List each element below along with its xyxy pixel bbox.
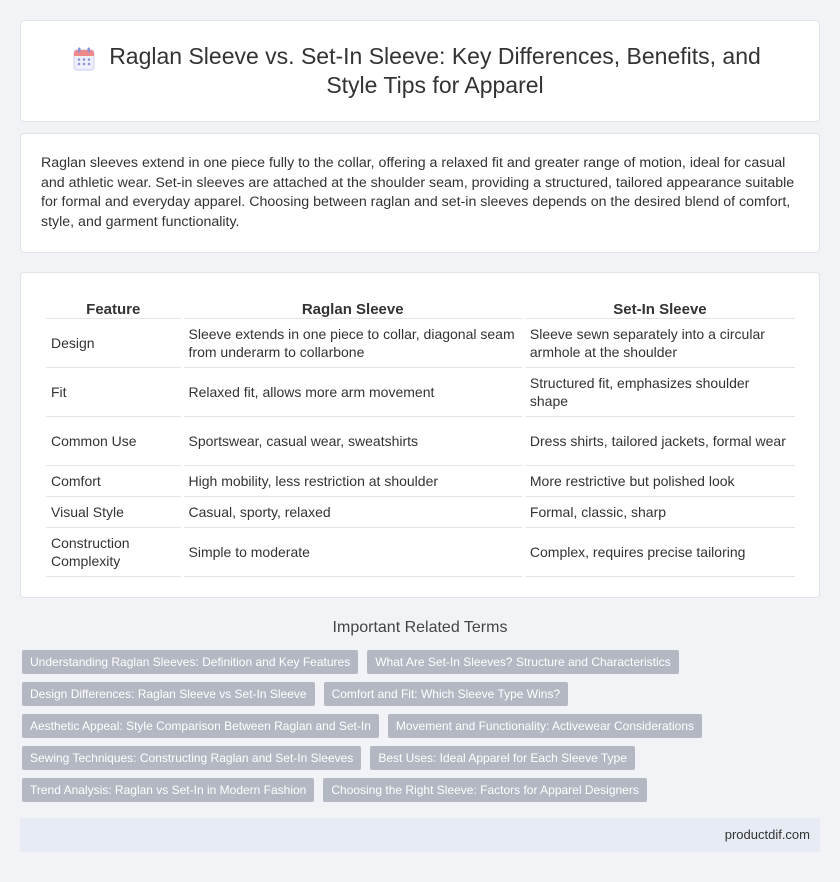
footer — [20, 818, 820, 852]
header-card — [20, 20, 820, 122]
related-term-link[interactable]: Trend Analysis: Raglan vs Set-In in Modern Fashion — [22, 778, 314, 802]
page-title: Raglan Sleeve vs. Set-In Sleeve: Key Differences, Benefits, and Style Tips for Apparel — [109, 43, 761, 98]
related-terms-title: Important Related Terms — [332, 619, 508, 636]
row-feature: Design — [46, 319, 181, 368]
row-setin: Dress shirts, tailored jackets, formal wear — [525, 417, 795, 466]
related-term-link[interactable]: Best Uses: Ideal Apparel for Each Sleeve Type — [370, 746, 635, 770]
table-row — [46, 417, 795, 466]
related-term-link[interactable]: Sewing Techniques: Constructing Raglan and Set-In Sleeves — [22, 746, 361, 770]
row-raglan: Sleeve extends in one piece to collar, diagonal seam from underarm to collarbone — [184, 319, 522, 368]
table-row — [46, 497, 795, 528]
site-name[interactable]: productdif.com — [724, 827, 810, 842]
header-raglan: Raglan Sleeve — [184, 295, 522, 319]
intro-paragraph: Raglan sleeves extend in one piece fully to the collar, offering a relaxed fit and greater range of motion, ideal for casual and athletic wear. Set-in sleeves are attached at the shoulder seam, providing a structured, tailored appearance suitable for formal and everyday apparel. Choosing between raglan and set-in sleeves depends on the desired blend of comfort, style, and garment functionality. — [41, 155, 795, 230]
row-feature: Fit — [46, 368, 181, 417]
related-terms-list — [22, 650, 812, 810]
comparison-table — [43, 295, 798, 577]
row-setin: Formal, classic, sharp — [525, 497, 795, 528]
row-feature: Construction Complexity — [46, 528, 181, 577]
comparison-card — [20, 272, 820, 598]
related-term-link[interactable]: Choosing the Right Sleeve: Factors for Apparel Designers — [323, 778, 647, 802]
row-feature: Comfort — [46, 466, 181, 497]
row-setin: Complex, requires precise tailoring — [525, 528, 795, 577]
row-raglan: Sportswear, casual wear, sweatshirts — [184, 417, 522, 466]
table-header-row — [46, 295, 795, 319]
related-term-link[interactable]: What Are Set-In Sleeves? Structure and Characteristics — [367, 650, 678, 674]
row-feature: Common Use — [46, 417, 181, 466]
row-raglan: Relaxed fit, allows more arm movement — [184, 368, 522, 417]
row-feature: Visual Style — [46, 497, 181, 528]
table-row — [46, 368, 795, 417]
related-term-link[interactable]: Movement and Functionality: Activewear Considerations — [388, 714, 702, 738]
table-row — [46, 466, 795, 497]
row-raglan: Casual, sporty, relaxed — [184, 497, 522, 528]
row-setin: Sleeve sewn separately into a circular armhole at the shoulder — [525, 319, 795, 368]
row-raglan: Simple to moderate — [184, 528, 522, 577]
header-setin: Set-In Sleeve — [525, 295, 795, 319]
table-row — [46, 528, 795, 577]
related-term-link[interactable]: Aesthetic Appeal: Style Comparison Between Raglan and Set-In — [22, 714, 379, 738]
related-term-link[interactable]: Comfort and Fit: Which Sleeve Type Wins? — [324, 682, 569, 706]
table-row — [46, 319, 795, 368]
row-setin: Structured fit, emphasizes shoulder shape — [525, 368, 795, 417]
header-feature: Feature — [46, 295, 181, 319]
row-raglan: High mobility, less restriction at shoulder — [184, 466, 522, 497]
intro-card — [20, 133, 820, 253]
row-setin: More restrictive but polished look — [525, 466, 795, 497]
related-term-link[interactable]: Design Differences: Raglan Sleeve vs Set-In Sleeve — [22, 682, 315, 706]
related-term-link[interactable]: Understanding Raglan Sleeves: Definition and Key Features — [22, 650, 358, 674]
